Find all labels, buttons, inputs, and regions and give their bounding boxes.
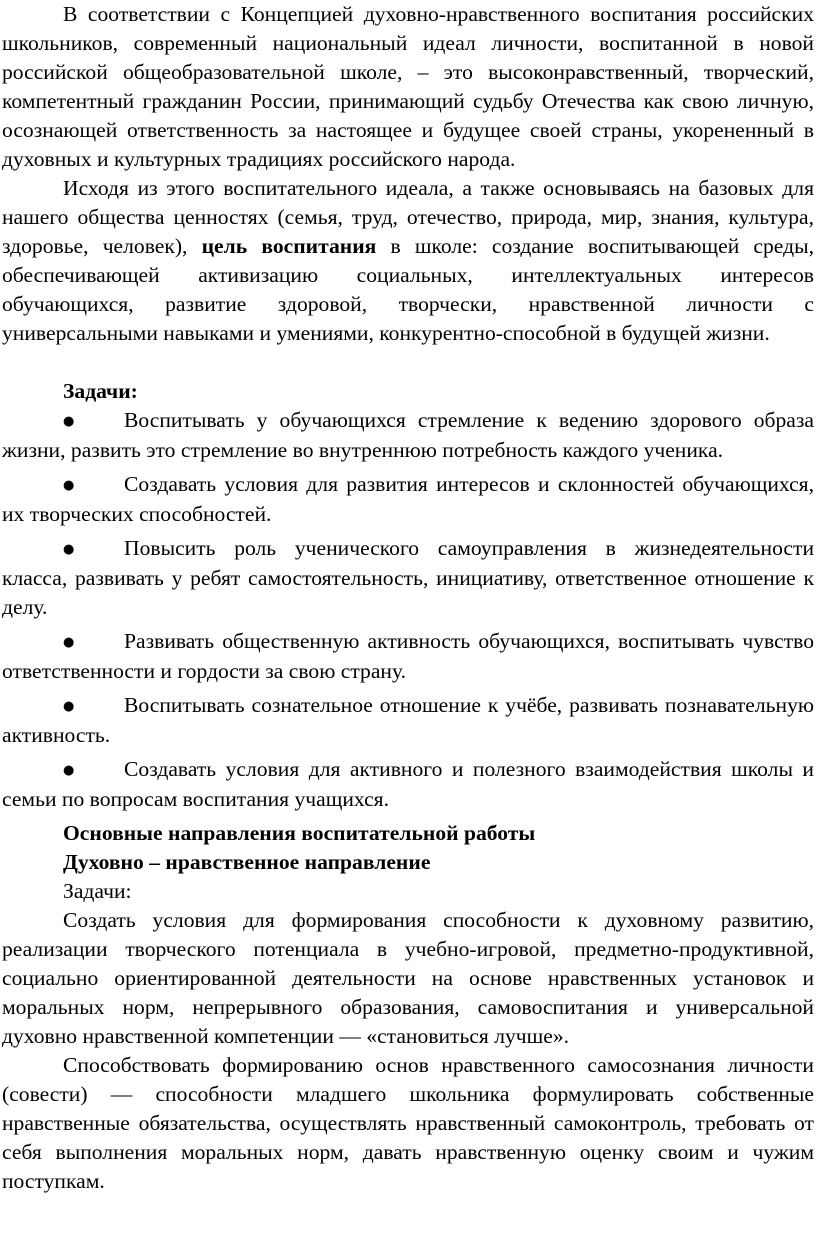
directions-heading: Основные направления воспитательной работы [63, 821, 536, 845]
list-item [2, 470, 814, 529]
list-item-text: Воспитывать сознательное отношение к учёбе, развивать познавательную активность. [2, 693, 814, 747]
list-item-text: Создавать условия для развития интересов и склонностей обучающихся, их творческих способностей. [2, 472, 814, 526]
list-item [2, 534, 814, 622]
list-item [2, 755, 814, 814]
spiritual-heading: Духовно – нравственное направление [63, 850, 431, 874]
list-item [2, 691, 814, 750]
intro-paragraph: В соответствии с Концепцией духовно-нравственного воспитания российских школьников, современный национальный идеал личности, воспитанной в новой российской общеобразовательной школе, – это высоконравственный, творческий, компетентный гражданин России, принимающий судьбу Отечества как свою личную, осознающей ответственность за настоящее и будущее своей страны, укорененный в духовных и культурных традициях российского народа. [2, 2, 814, 171]
bullet-icon: ● [63, 635, 75, 650]
spiritual-tasks-label: Задачи: [63, 879, 132, 903]
bullet-icon: ● [63, 542, 75, 557]
list-item-text: Развивать общественную активность обучающихся, воспитывать чувство ответственности и гордости за свою страну. [2, 629, 814, 683]
goal-bold-phrase: цель воспитания [201, 234, 377, 258]
bullet-icon: ● [63, 699, 75, 714]
goal-paragraph [2, 174, 814, 348]
list-item-text: Создавать условия для активного и полезного взаимодействия школы и семьи по вопросам воспитания учащихся. [2, 757, 814, 811]
tasks-list [2, 406, 814, 814]
list-item-text: Повысить роль ученического самоуправления в жизнедеятельности класса, развивать у ребят самостоятельность, инициативу, ответственное отношение к делу. [2, 536, 814, 619]
bullet-icon: ● [63, 478, 75, 493]
list-item-text: Воспитывать у обучающихся стремление к ведению здорового образа жизни, развить это стремление во внутреннюю потребность каждого ученика. [2, 408, 814, 462]
list-item [2, 627, 814, 686]
bullet-icon: ● [63, 414, 75, 429]
bullet-icon: ● [63, 763, 75, 778]
tasks-heading: Задачи: [63, 379, 138, 403]
list-item [2, 406, 814, 465]
spiritual-paragraph-1: Создать условия для формирования способности к духовному развитию, реализации творческого потенциала в учебно-игровой, предметно-продуктивной, социально ориентированной деятельности на основе нравственных установок и моральных норм, непрерывного образования, самовоспитания и универсальной духовно нравственной компетенции — «становиться лучше». [2, 908, 814, 1048]
goal-text-after: в школе: создание воспитывающей среды, обеспечивающей активизацию социальных, интеллектуальных интересов обучающихся, развитие здоровой, творчески, нравственной личности с универсальными навыками и умениями, конкурентно-способной в будущей жизни. [2, 234, 814, 345]
spiritual-paragraph-2: Способствовать формированию основ нравственного самосознания личности (совести) — способности младшего школьника формулировать собственные нравственные обязательства, осуществлять нравственный самоконтроль, требовать от себя выполнения моральных норм, давать нравственную оценку своим и чужим поступкам. [2, 1053, 814, 1193]
goal-text-before: Исходя из этого воспитательного идеала, а также основываясь на базовых для нашего общества ценностях (семья, труд, отечество, природа, мир, знания, культура, здоровье, человек), [2, 176, 814, 258]
